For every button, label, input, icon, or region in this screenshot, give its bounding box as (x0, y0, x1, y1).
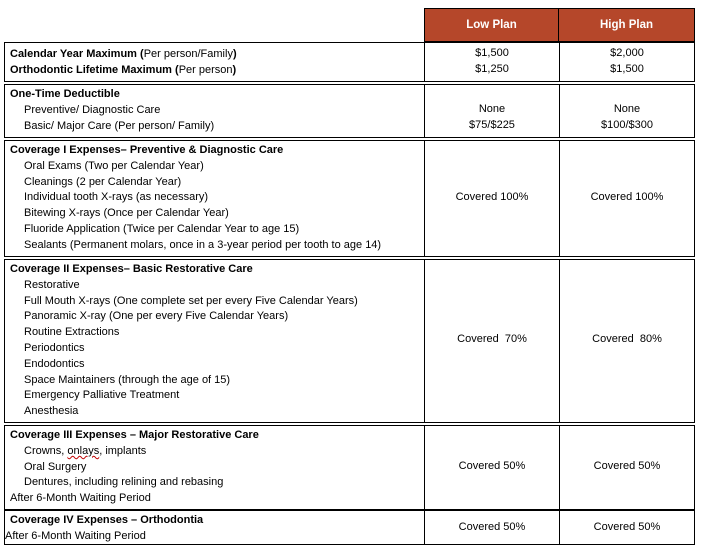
row-coverage-2 (4, 259, 695, 423)
high-deductible-basic: $100/$300 (601, 119, 653, 131)
low-ortho-max: $1,250 (475, 63, 509, 75)
deductible-label-cell (5, 85, 425, 137)
deductible-high-cell (560, 85, 694, 137)
coverage-3-item: Oral Surgery (24, 460, 87, 473)
coverage-1-low-value: Covered 100% (455, 190, 529, 203)
coverage-2-item: Routine Extractions (24, 326, 120, 339)
coverage-2-item: Anesthesia (24, 405, 79, 418)
coverage-4-low-value: Covered 50% (458, 520, 526, 533)
coverage-2-high-value: Covered 80% (592, 333, 662, 346)
row-maximums (4, 42, 695, 82)
high-deductible-preventive: None (613, 103, 641, 116)
deductible-item: Basic/ Major Care (Per person/ Family) (24, 119, 215, 132)
coverage-2-high-cell (560, 260, 694, 422)
coverage-3-low-cell (425, 426, 560, 509)
coverage-2-label-cell (5, 260, 425, 422)
coverage-4-high-value: Covered 50% (593, 520, 661, 533)
low-deductible-preventive: None (478, 103, 506, 116)
row-coverage-3 (4, 425, 695, 510)
deductible-low-cell (425, 85, 560, 137)
maximums-low-cell (425, 43, 560, 81)
coverage-2-title: Coverage II Expenses– Basic Restorative Care (10, 263, 253, 275)
coverage-3-label-cell (5, 426, 425, 509)
high-calendar-max: $2,000 (610, 47, 644, 60)
coverage-1-high-cell (560, 141, 694, 256)
coverage-4-high-cell (560, 511, 694, 544)
row-coverage-1 (4, 140, 695, 257)
coverage-2-low-cell (425, 260, 560, 422)
maximums-high-cell (560, 43, 694, 81)
header-low-plan-label: Low Plan (466, 19, 517, 31)
low-deductible-basic: $75/$225 (469, 119, 515, 131)
low-calendar-max: $1,500 (475, 47, 509, 60)
header-high-plan-label: High Plan (599, 19, 654, 31)
coverage-3-waiting-period: After 6-Month Waiting Period (10, 492, 151, 505)
high-ortho-max: $1,500 (610, 63, 644, 75)
deductible-title: One-Time Deductible (10, 88, 120, 100)
coverage-1-item: Oral Exams (Two per Calendar Year) (24, 159, 204, 172)
coverage-2-item: Endodontics (24, 357, 85, 370)
coverage-3-high-cell (560, 426, 694, 509)
coverage-3-title: Coverage III Expenses – Major Restorative Care (10, 429, 259, 441)
coverage-4-title: Coverage IV Expenses – Orthodontia (10, 514, 204, 526)
coverage-1-item: Fluoride Application (Twice per Calendar Year to age 15) (24, 222, 300, 235)
coverage-1-item: Cleanings (2 per Calendar Year) (24, 175, 182, 188)
header-high-plan (558, 8, 695, 42)
coverage-4-label-cell (5, 511, 425, 544)
coverage-3-item: Crowns, onlays, implants (24, 444, 147, 457)
coverage-1-item: Bitewing X-rays (Once per Calendar Year) (24, 207, 229, 220)
deductible-item: Preventive/ Diagnostic Care (24, 103, 161, 116)
coverage-2-low-value: Covered 70% (457, 333, 527, 346)
spellcheck-onlays: onlays (67, 444, 100, 457)
coverage-1-item: Individual tooth X-rays (as necessary) (24, 191, 209, 204)
coverage-1-low-cell (425, 141, 560, 256)
calendar-year-maximum: Calendar Year Maximum (Per person/Family) (10, 48, 237, 60)
maximums-label-cell (5, 43, 425, 81)
coverage-3-high-value: Covered 50% (593, 459, 661, 472)
orthodontic-lifetime-maximum: Orthodontic Lifetime Maximum (Per person) (10, 63, 237, 76)
coverage-3-item: Dentures, including relining and rebasing (24, 476, 224, 489)
coverage-4-low-cell (425, 511, 560, 544)
coverage-1-title: Coverage I Expenses– Preventive & Diagnostic Care (10, 144, 284, 156)
row-deductible (4, 84, 695, 138)
coverage-2-item: Periodontics (24, 341, 85, 354)
row-coverage-4 (4, 510, 695, 545)
coverage-2-item: Space Maintainers (through the age of 15) (24, 373, 231, 386)
coverage-2-item: Restorative (24, 278, 80, 291)
coverage-1-high-value: Covered 100% (590, 190, 664, 203)
header-low-plan (424, 8, 559, 42)
coverage-1-label-cell (5, 141, 425, 256)
coverage-1-item: Sealants (Permanent molars, once in a 3-year period per tooth to age 14) (24, 238, 382, 251)
coverage-2-item: Panoramic X-ray (One per every Five Calendar Years) (24, 310, 289, 323)
coverage-4-waiting-period: After 6-Month Waiting Period (5, 529, 146, 542)
coverage-2-item: Full Mouth X-rays (One complete set per every Five Calendar Years) (24, 294, 358, 307)
coverage-2-item: Emergency Palliative Treatment (24, 389, 180, 402)
coverage-3-low-value: Covered 50% (458, 459, 526, 472)
